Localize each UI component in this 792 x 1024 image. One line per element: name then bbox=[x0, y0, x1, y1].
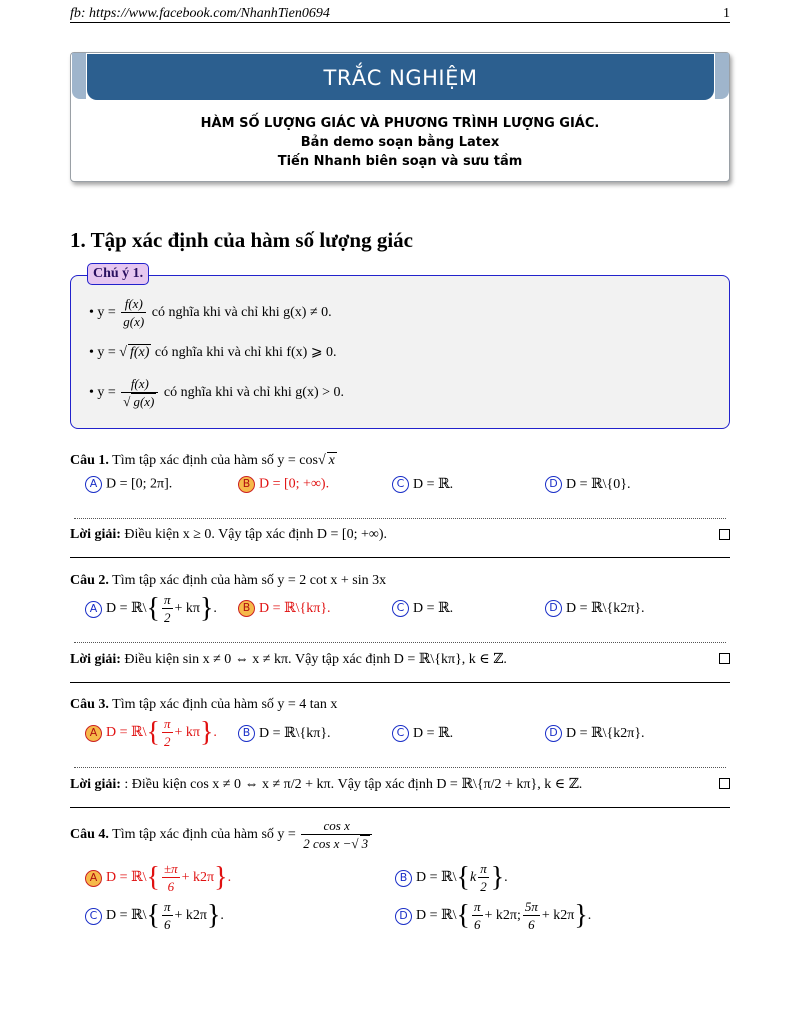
q2-option-d[interactable]: D D = ℝ\{k2π}. bbox=[545, 600, 645, 617]
title-box bbox=[70, 52, 730, 182]
sqrt-content: f(x) bbox=[129, 345, 150, 360]
q4-option-a[interactable]: A D = ℝ\{ $\frac{\pm\pi}{6}$ + k2π}. bbox=[85, 861, 231, 895]
q2-option-c[interactable]: C D = ℝ. bbox=[392, 600, 453, 617]
title-line-2: Bản demo soạn bằng Latex bbox=[300, 135, 500, 150]
q2-option-b[interactable]: B D = ℝ\{kπ}. bbox=[238, 600, 331, 617]
option-letter-icon: B bbox=[395, 870, 412, 887]
note-item-text: có nghĩa khi và chỉ khi f(x) ⩾ 0. bbox=[154, 345, 337, 360]
q4-option-d[interactable]: D D = ℝ\{ $\frac{\pi}{6}$ + k2π; $\frac{5\pi}{6}$ + k2π}. bbox=[395, 899, 591, 933]
question-text: Tìm tập xác định của hàm số y = bbox=[112, 827, 296, 843]
option-letter-icon: D bbox=[545, 476, 562, 493]
note-item-text: có nghĩa khi và chỉ khi g(x) > 0. bbox=[163, 385, 345, 401]
option-letter-icon: D bbox=[545, 725, 562, 742]
note-item-prefix: • y = bbox=[89, 345, 116, 360]
title-band: TRẮC NGHIỆM bbox=[87, 54, 714, 100]
q3-solution bbox=[70, 776, 730, 793]
note-box bbox=[70, 275, 730, 429]
option-letter-icon: A bbox=[85, 725, 102, 742]
separator bbox=[70, 682, 730, 683]
qed-square-icon bbox=[719, 653, 730, 664]
question-text: Tìm tập xác định của hàm số y = 4 tan x bbox=[112, 697, 338, 712]
note-item-prefix: • y = bbox=[89, 385, 116, 401]
option-letter-icon: B bbox=[238, 725, 255, 742]
solution-text: : Điều kiện cos x ≠ 0 ⇔ x ≠ π/2 + kπ. Vậy tập xác định D = ℝ\{π/2 + kπ}, k ∈ ℤ. bbox=[124, 777, 583, 792]
solution-label: Lời giải: bbox=[70, 527, 121, 542]
qed-square-icon bbox=[719, 778, 730, 789]
qed-square-icon bbox=[719, 529, 730, 540]
option-letter-icon: C bbox=[392, 725, 409, 742]
question-1: Câu 1. Tìm tập xác định của hàm số y = cos√ x bbox=[70, 453, 335, 468]
fraction: $\frac{f(x)}{g(x)}$ bbox=[123, 296, 145, 329]
question-text: Tìm tập xác định của hàm số y = 2 cot x + sin 3x bbox=[112, 573, 387, 588]
question-text: Tìm tập xác định của hàm số y = cos bbox=[112, 453, 318, 468]
fraction: $\frac{\text{cos x}}{\text{2 cos x −√ 3}}$ bbox=[301, 818, 372, 852]
q2-solution bbox=[70, 651, 730, 668]
q3-option-a[interactable]: A D = ℝ\{ $\frac{\pi}{2}$ + kπ}. bbox=[85, 716, 217, 750]
option-letter-icon: B bbox=[238, 600, 255, 617]
note-item-1 bbox=[89, 296, 332, 330]
note-item-2 bbox=[89, 344, 337, 361]
title-line-1: HÀM SỐ LƯỢNG GIÁC VÀ PHƯƠNG TRÌNH LƯỢNG GIÁC. bbox=[200, 116, 600, 131]
question-2 bbox=[70, 573, 386, 589]
q1-option-d[interactable]: D D = ℝ\{0}. bbox=[545, 476, 630, 493]
q2-option-a[interactable]: A D = ℝ\{ $\frac{\pi}{2}$ + kπ}. bbox=[85, 592, 217, 626]
question-label: Câu 1. bbox=[70, 453, 109, 468]
q3-option-d[interactable]: D D = ℝ\{k2π}. bbox=[545, 725, 645, 742]
fraction: $\frac{f(x)}{√ g(x)}$ bbox=[121, 376, 158, 410]
option-letter-icon: C bbox=[392, 600, 409, 617]
question-label: Câu 2. bbox=[70, 573, 109, 588]
q4-option-b[interactable]: B D = ℝ\{k $\frac{\pi}{2}$ }. bbox=[395, 861, 508, 895]
dotted-line bbox=[74, 517, 726, 519]
page-header bbox=[70, 6, 730, 23]
separator bbox=[70, 557, 730, 558]
dotted-line bbox=[74, 641, 726, 643]
option-letter-icon: D bbox=[395, 908, 412, 925]
header-link: fb: https://www.facebook.com/NhanhTien0694 bbox=[70, 6, 330, 21]
q1-option-c[interactable]: C D = ℝ. bbox=[392, 476, 453, 493]
option-letter-icon: A bbox=[85, 870, 102, 887]
q1-option-a[interactable]: A D = [0; 2π]. bbox=[85, 476, 172, 493]
solution-text: Điều kiện x ≥ 0. Vậy tập xác định D = [0; +∞). bbox=[124, 527, 388, 542]
sqrt-sign: √ bbox=[119, 345, 127, 360]
q1-solution bbox=[70, 527, 730, 543]
option-letter-icon: C bbox=[85, 908, 102, 925]
separator bbox=[70, 807, 730, 808]
option-letter-icon: C bbox=[392, 476, 409, 493]
option-letter-icon: B bbox=[238, 476, 255, 493]
question-label: Câu 3. bbox=[70, 697, 109, 712]
note-item-text: có nghĩa khi và chỉ khi g(x) ≠ 0. bbox=[151, 305, 332, 321]
q3-option-c[interactable]: C D = ℝ. bbox=[392, 725, 453, 742]
note-item-prefix: • y = bbox=[89, 305, 116, 321]
option-letter-icon: A bbox=[85, 601, 102, 618]
note-item-3 bbox=[89, 376, 344, 410]
q1-option-b[interactable]: B D = [0; +∞). bbox=[238, 476, 329, 493]
solution-label: Lời giải: bbox=[70, 652, 121, 667]
question-label: Câu 4. bbox=[70, 827, 109, 843]
page-number: 1 bbox=[723, 6, 730, 21]
section-heading: 1. Tập xác định của hàm số lượng giác bbox=[70, 228, 413, 252]
dotted-line bbox=[74, 766, 726, 768]
question-3 bbox=[70, 697, 337, 713]
q4-option-c[interactable]: C D = ℝ\{ $\frac{\pi}{6}$ + k2π}. bbox=[85, 899, 224, 933]
question-4 bbox=[70, 818, 374, 852]
option-letter-icon: A bbox=[85, 476, 102, 493]
solution-text: Điều kiện sin x ≠ 0 ⇔ x ≠ kπ. Vậy tập xác định D = ℝ\{kπ}, k ∈ ℤ. bbox=[124, 652, 507, 667]
solution-label: Lời giải: bbox=[70, 777, 121, 792]
note-tag: Chú ý 1. bbox=[87, 263, 149, 285]
q3-option-b[interactable]: B D = ℝ\{kπ}. bbox=[238, 725, 331, 742]
title-line-3: Tiến Nhanh biên soạn và sưu tầm bbox=[277, 154, 523, 169]
option-letter-icon: D bbox=[545, 600, 562, 617]
